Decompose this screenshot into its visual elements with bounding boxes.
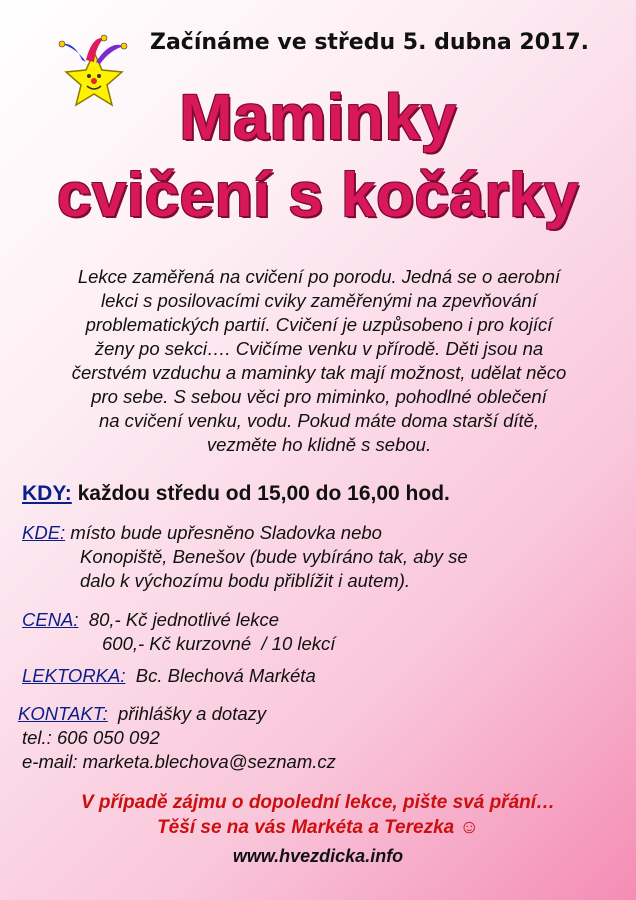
description-line: problematických partií. Cvičení je uzpůsobeno i pro kojící <box>85 314 553 335</box>
where-line-3: dalo k výchozímu bodu přiblížit i autem). <box>80 570 411 591</box>
contact-email: e-mail: marketa.blechova@seznam.cz <box>22 751 336 772</box>
price-line-2: 600,- Kč kurzovné / 10 lekcí <box>102 633 336 654</box>
closing-line-2: Těší se na vás Markéta a Terezka ☺ <box>157 817 479 838</box>
where-section <box>22 521 622 593</box>
title-line-2: cvičení s kočárky <box>56 161 580 230</box>
description-line: ženy po sekci…. Cvičíme venku v přírodě. Děti jsou na <box>94 338 544 359</box>
instructor-section <box>22 665 316 687</box>
instructor-name: Bc. Blechová Markéta <box>125 665 316 686</box>
description-line: Lekce zaměřená na cvičení po porodu. Jedná se o aerobní <box>77 266 561 287</box>
description-line: pro sebe. S sebou věci pro miminko, pohodlné oblečení <box>91 386 547 407</box>
start-date-heading: Začínáme ve středu 5. dubna 2017. <box>150 30 590 55</box>
description-line: vezměte ho klidně s sebou. <box>206 434 432 455</box>
contact-note: přihlášky a dotazy <box>107 703 267 724</box>
description-line: lekci s posilovacími cviky zaměřenými na zpevňování <box>101 290 537 311</box>
when-section <box>22 482 450 506</box>
closing-message <box>0 790 636 840</box>
when-value: každou středu od 15,00 do 16,00 hod. <box>71 482 450 505</box>
price-section <box>22 608 335 656</box>
website-link[interactable]: www.hvezdicka.info <box>232 846 404 866</box>
description-line: čerstvém vzduchu a maminky tak mají možnost, udělat něco <box>71 362 567 383</box>
price-line-1: 80,- Kč jednotlivé lekce <box>78 609 280 630</box>
contact-phone: tel.: 606 050 092 <box>22 727 160 748</box>
contact-label: KONTAKT: <box>18 703 108 724</box>
where-line-2: Konopiště, Benešov (bude vybíráno tak, aby se <box>80 546 468 567</box>
contact-section <box>18 702 336 774</box>
description-line: na cvičení venku, vodu. Pokud máte doma starší dítě, <box>98 410 540 431</box>
when-label: KDY: <box>22 482 72 505</box>
description <box>14 265 624 457</box>
price-label: CENA: <box>22 609 79 630</box>
closing-line-1: V případě zájmu o dopolední lekce, pište svá přání… <box>80 792 556 813</box>
instructor-label: LEKTORKA: <box>22 665 126 686</box>
where-label: KDE: <box>22 522 66 543</box>
where-line-1: místo bude upřesněno Sladovka nebo <box>65 522 382 543</box>
title-line-1: Maminky <box>179 81 457 153</box>
